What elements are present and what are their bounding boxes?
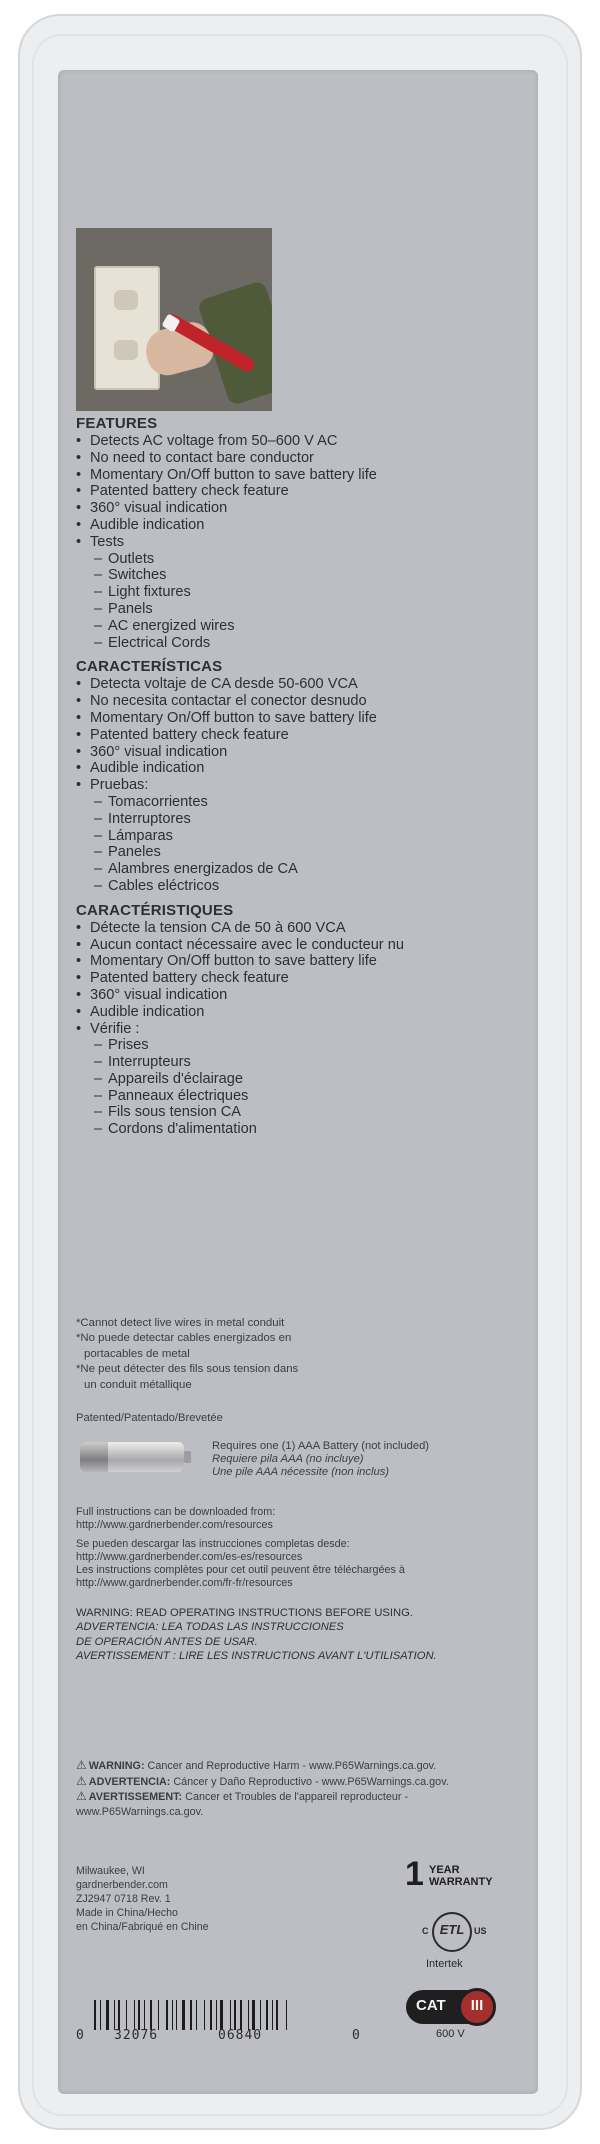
features-title: FEATURES <box>76 415 158 432</box>
feature-sub-item: – AC energized wires <box>76 618 516 635</box>
download-text-es: Se pueden descargar las instrucciones completas desde: <box>76 1538 350 1550</box>
barcode-bar <box>166 2000 168 2030</box>
barcode-bar <box>248 2000 249 2030</box>
warranty-label <box>429 1864 493 1888</box>
download-url-fr: http://www.gardnerbender.com/fr-fr/resources <box>76 1577 293 1589</box>
manufacturer-city: Milwaukee, WI <box>76 1865 145 1877</box>
features-section-en <box>76 414 516 651</box>
feature-sub-item: – Fils sous tension CA <box>76 1104 516 1121</box>
barcode-bar <box>240 2000 242 2030</box>
prop65-label-es: ADVERTENCIA: <box>88 1775 171 1788</box>
note-es: *No puede detectar cables energizados en <box>76 1332 292 1345</box>
download-instructions <box>76 1506 516 1590</box>
barcode-bar <box>276 2000 278 2030</box>
warning-triangle-icon: ⚠ <box>76 1789 87 1804</box>
barcode-bar <box>182 2000 185 2030</box>
feature-sub-item: – Electrical Cords <box>76 635 516 652</box>
barcode-bar <box>216 2000 217 2030</box>
prop65-label-en: WARNING: <box>88 1760 145 1772</box>
feature-sub-item: – Lámparas <box>76 828 516 845</box>
product-photo <box>76 228 272 411</box>
cat-rating-badge <box>406 1990 502 2044</box>
battery-text-fr: Une pile AAA nécessite (non inclus) <box>212 1466 390 1479</box>
feature-sub-item: – Appareils d'éclairage <box>76 1071 516 1088</box>
barcode-bar <box>172 2000 173 2030</box>
feature-item: • Tests <box>76 534 516 551</box>
etl-mark-text: ETL <box>439 1922 465 1937</box>
feature-sub-item: – Tomacorrientes <box>76 794 516 811</box>
note-en: *Cannot detect live wires in metal conduit <box>76 1317 285 1329</box>
warning-triangle-icon: ⚠ <box>76 1758 87 1772</box>
prop65-text-fr-cont: www.P65Warnings.ca.gov. <box>76 1805 204 1818</box>
feature-sub-item: – Light fixtures <box>76 584 516 601</box>
barcode-check-digit: 0 <box>352 2028 360 2043</box>
feature-item: • 360° visual indication <box>76 744 516 761</box>
aaa-battery-icon <box>80 1438 192 1476</box>
prop65-text-fr: Cancer et Troubles de l'appareil reproducteur - <box>185 1791 409 1804</box>
warning-en: WARNING: READ OPERATING INSTRUCTIONS BEFORE USING. <box>76 1607 413 1619</box>
barcode-bar <box>144 2000 145 2030</box>
conduit-notes <box>76 1316 516 1393</box>
warning-es-cont: DE OPERACIÓN ANTES DE USAR. <box>76 1635 258 1648</box>
barcode-bar <box>234 2000 236 2030</box>
etl-c-label: C <box>422 1926 429 1936</box>
barcode-bar <box>260 2000 261 2030</box>
barcode-bar <box>106 2000 109 2030</box>
battery-requirement <box>212 1440 429 1480</box>
note-fr-cont: un conduit métallique <box>84 1378 192 1391</box>
upc-barcode <box>76 2000 360 2044</box>
feature-item: • 360° visual indication <box>76 987 516 1004</box>
feature-sub-item: – Outlets <box>76 551 516 568</box>
feature-item: • Momentary On/Off button to save battery life <box>76 710 516 727</box>
feature-item: • Aucun contact nécessaire avec le conducteur nu <box>76 937 516 954</box>
warranty-line1: YEAR <box>429 1864 460 1876</box>
cat-voltage: 600 V <box>436 2028 465 2040</box>
feature-item: • Audible indication <box>76 1004 516 1021</box>
barcode-bar <box>118 2000 120 2030</box>
download-url-en: http://www.gardnerbender.com/resources <box>76 1519 273 1531</box>
feature-item: • Momentary On/Off button to save battery life <box>76 467 516 484</box>
barcode-bar <box>158 2000 159 2030</box>
feature-item: • No need to contact bare conductor <box>76 450 516 467</box>
prop65-warning-en <box>76 1758 516 1774</box>
barcode-bars <box>94 2000 344 2030</box>
barcode-group-2: 06840 <box>218 2028 263 2043</box>
feature-item: • 360° visual indication <box>76 500 516 517</box>
feature-item: • Audible indication <box>76 517 516 534</box>
feature-item: • Patented battery check feature <box>76 970 516 987</box>
feature-item: • Pruebas: <box>76 777 516 794</box>
feature-item: • Audible indication <box>76 760 516 777</box>
feature-sub-item: – Alambres energizados de CA <box>76 861 516 878</box>
country-of-origin-cont: en China/Fabriqué en Chine <box>76 1921 209 1933</box>
feature-item: • Detects AC voltage from 50–600 V AC <box>76 433 516 450</box>
download-url-es: http://www.gardnerbender.com/es-es/resources <box>76 1551 303 1563</box>
feature-sub-item: – Interruptores <box>76 811 516 828</box>
warranty-line2: WARRANTY <box>429 1876 493 1888</box>
feature-item: • Détecte la tension CA de 50 à 600 VCA <box>76 920 516 937</box>
cat-category: III <box>470 1997 484 2014</box>
barcode-bar <box>126 2000 127 2030</box>
barcode-bar <box>114 2000 115 2030</box>
wall-outlet-image <box>94 266 160 390</box>
barcode-bar <box>210 2000 212 2030</box>
battery-text-es: Requiere pila AAA (no incluye) <box>212 1453 364 1466</box>
barcode-bar <box>220 2000 223 2030</box>
feature-sub-item: – Switches <box>76 567 516 584</box>
warning-triangle-icon: ⚠ <box>76 1773 87 1788</box>
barcode-bar <box>100 2000 101 2030</box>
prop65-warnings <box>76 1758 516 1819</box>
barcode-bar <box>138 2000 140 2030</box>
intertek-label: Intertek <box>426 1958 463 1970</box>
prop65-warning-fr <box>76 1789 516 1805</box>
feature-item: • Momentary On/Off button to save battery life <box>76 953 516 970</box>
feature-sub-item: – Prises <box>76 1037 516 1054</box>
barcode-bar <box>190 2000 192 2030</box>
barcode-lead-digit: 0 <box>76 2028 84 2043</box>
feature-sub-item: – Cables eléctricos <box>76 878 516 895</box>
warranty-years: 1 <box>405 1855 424 1893</box>
manufacturer-info <box>76 1864 209 1934</box>
features-section-es <box>76 657 516 894</box>
barcode-bar <box>150 2000 152 2030</box>
feature-sub-item: – Cordons d'alimentation <box>76 1121 516 1138</box>
barcode-bar <box>286 2000 287 2030</box>
features-title-fr: CARACTÉRISTIQUES <box>76 901 234 919</box>
prop65-text-en: Cancer and Reproductive Harm - www.P65Warnings.ca.gov. <box>147 1760 437 1772</box>
features-section-fr <box>76 901 516 1138</box>
feature-item: • Patented battery check feature <box>76 727 516 744</box>
country-of-origin: Made in China/Hecho <box>76 1907 178 1919</box>
feature-sub-item: – Paneles <box>76 844 516 861</box>
download-text-fr: Les instructions complètes pour cet outil peuvent être téléchargées à <box>76 1564 405 1576</box>
feature-item: • Patented battery check feature <box>76 483 516 500</box>
barcode-bar <box>94 2000 96 2030</box>
battery-text-en: Requires one (1) AAA Battery (not included) <box>212 1440 430 1452</box>
barcode-bar <box>230 2000 231 2030</box>
prop65-warning-es <box>76 1774 516 1790</box>
warning-es: ADVERTENCIA: LEA TODAS LAS INSTRUCCIONES <box>76 1621 344 1634</box>
note-es-cont: portacables de metal <box>84 1347 190 1360</box>
barcode-bar <box>134 2000 135 2030</box>
note-fr: *Ne peut détecter des fils sous tension dans <box>76 1363 299 1376</box>
barcode-bar <box>204 2000 205 2030</box>
product-code: ZJ2947 0718 Rev. 1 <box>76 1893 171 1905</box>
etl-certification-mark <box>420 1912 490 1978</box>
feature-item: • Detecta voltaje de CA desde 50-600 VCA <box>76 676 516 693</box>
barcode-bar <box>252 2000 255 2030</box>
barcode-bar <box>196 2000 197 2030</box>
feature-sub-item: – Panneaux électriques <box>76 1088 516 1105</box>
barcode-bar <box>176 2000 177 2030</box>
prop65-text-es: Cáncer y Daño Reproductivo - www.P65Warnings.ca.gov. <box>173 1775 449 1788</box>
features-content <box>76 414 516 1144</box>
feature-item: • Vérifie : <box>76 1021 516 1038</box>
feature-sub-item: – Interrupteurs <box>76 1054 516 1071</box>
barcode-bar <box>266 2000 268 2030</box>
download-text-en: Full instructions can be downloaded from: <box>76 1506 276 1518</box>
operating-warnings <box>76 1606 516 1664</box>
prop65-label-fr: AVERTISSEMENT: <box>88 1791 183 1804</box>
warning-fr: AVERTISSEMENT : LIRE LES INSTRUCTIONS AVANT L'UTILISATION. <box>76 1650 437 1663</box>
manufacturer-website: gardnerbender.com <box>76 1879 168 1891</box>
feature-item: • No necesita contactar el conector desnudo <box>76 693 516 710</box>
cat-label: CAT <box>416 1997 446 2014</box>
etl-us-label: US <box>474 1926 487 1936</box>
features-title-es: CARACTERÍSTICAS <box>76 658 223 676</box>
barcode-group-1: 32076 <box>114 2028 159 2043</box>
warranty-badge <box>405 1855 515 1894</box>
barcode-bar <box>272 2000 273 2030</box>
patented-label: Patented/Patentado/Brevetée <box>76 1412 223 1424</box>
feature-sub-item: – Panels <box>76 601 516 618</box>
